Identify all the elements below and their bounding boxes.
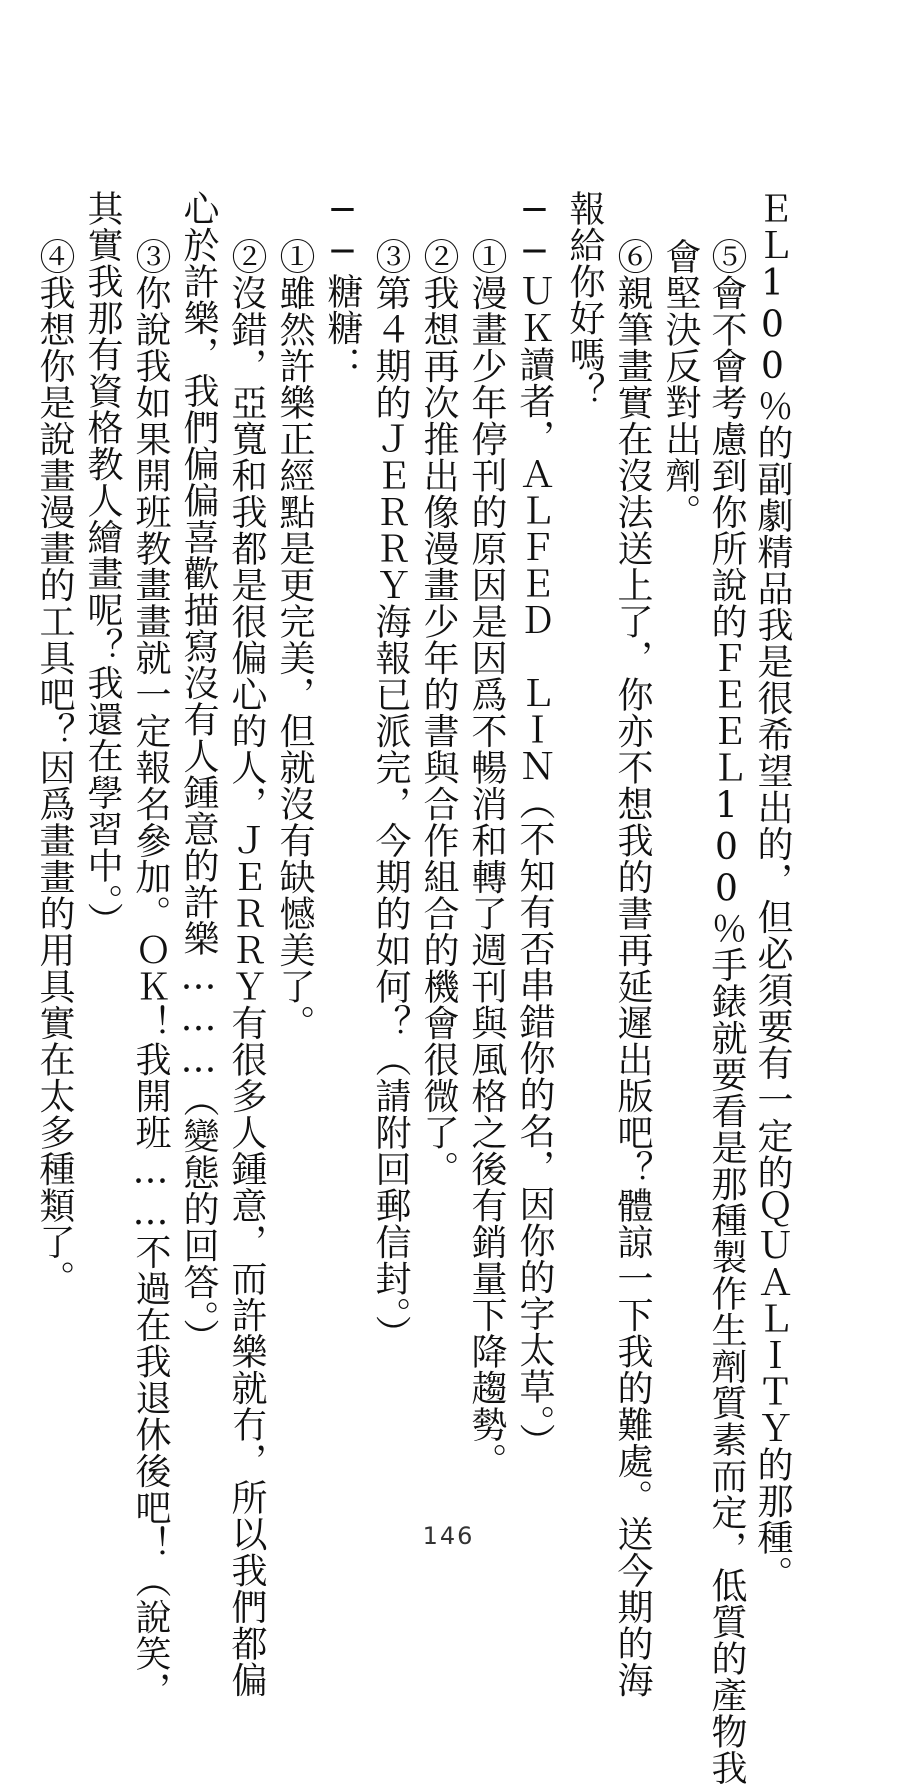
text-column-14: ③你說我如果開班教畫畫就一定報名參加。ＯＫ！我開班……不過在我退休後吧！（說笑， xyxy=(130,238,171,1708)
text-column-2: ⑤會不會考慮到你所說的ＦＥＥＬ100％手錶就要看是那種製作生劑質素而定，低質的產物我 xyxy=(706,238,747,1786)
text-column-13: 心於許樂，我們偏偏喜歡描寫沒有人鍾意的許樂………（變態的回答。） xyxy=(178,190,219,1355)
text-column-5: 報給你好嗎？ xyxy=(564,190,605,409)
text-column-12: ②沒錯，亞寬和我都是很偏心的人，ＪＥＲＲＹ有很多人鍾意，而許樂就冇，所以我們都偏 xyxy=(226,238,267,1698)
text-column-7: ①漫畫少年停刊的原因是因爲不暢消和轉了週刊與風格之後有銷量下降趨勢。 xyxy=(466,238,507,1479)
text-column-10: ──糖糖： xyxy=(322,190,363,383)
text-column-8: ②我想再次推出像漫畫少年的書與合作組合的機會很微了。 xyxy=(418,238,459,1187)
text-column-1: ＥＬ100％的副劇精品我是很希望出的，但必須要有一定的ＱＵＡＬＩＴＹ的那種。 xyxy=(752,190,793,1592)
text-column-6: ──ＵＫ讀者，ＡＬＦＥＤ ＬＩＮ（不知有否串錯你的名，因你的字太草。） xyxy=(514,190,555,1460)
text-column-4: ⑥親筆畫實在沒法送上了，你亦不想我的書再延遲出版吧？體諒一下我的難處。送今期的海 xyxy=(612,238,653,1698)
text-column-9: ③第４期的ＪＥＲＲＹ海報已派完，今期的如何？（請附回郵信封。） xyxy=(370,238,411,1352)
page-number: 146 xyxy=(422,1522,475,1550)
text-column-11: ①雖然許樂正經點是更完美，但就沒有缺憾美了。 xyxy=(274,238,315,1041)
text-column-3: 會堅決反對出劑。 xyxy=(660,238,701,530)
text-column-16: ④我想你是說畫漫畫的工具吧？因爲畫畫的用具實在太多種類了。 xyxy=(34,238,75,1297)
text-column-15: 其實我那有資格教人繪畫呢？我還在學習中。） xyxy=(82,190,123,939)
